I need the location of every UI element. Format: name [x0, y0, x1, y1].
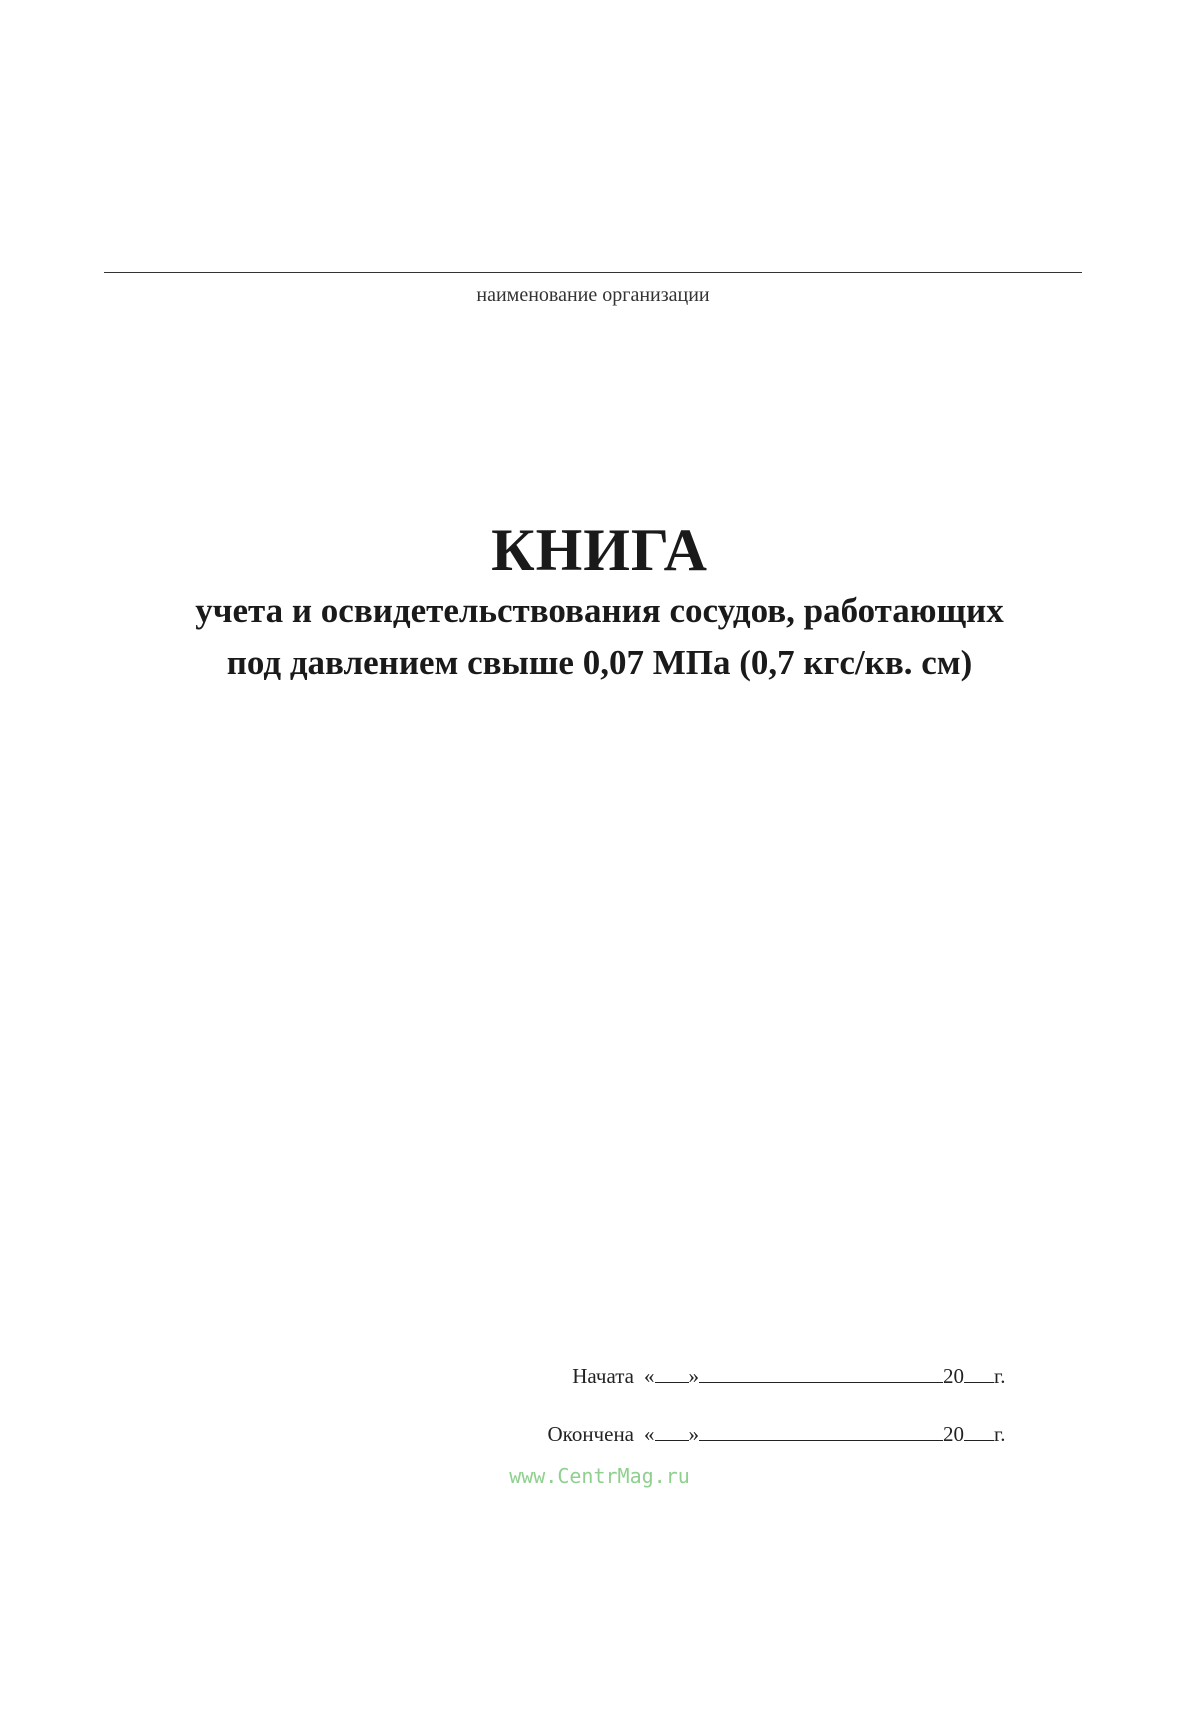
close-quote: » — [688, 1364, 699, 1388]
year-prefix: 20 — [943, 1422, 964, 1446]
organization-name-line — [104, 272, 1082, 273]
day-blank — [655, 1364, 689, 1383]
open-quote: « — [644, 1422, 655, 1446]
ended-label: Окончена — [547, 1422, 634, 1446]
year-suffix: г. — [994, 1422, 1006, 1446]
year-blank — [964, 1422, 994, 1441]
document-title: КНИГА — [491, 517, 708, 583]
month-blank — [699, 1422, 943, 1441]
organization-caption: наименование организации — [476, 284, 710, 306]
day-blank — [655, 1422, 689, 1441]
subtitle-line-1: учета и освидетельствования сосудов, работающих — [195, 591, 1004, 630]
year-suffix: г. — [994, 1364, 1006, 1388]
month-blank — [699, 1364, 943, 1383]
year-prefix: 20 — [943, 1364, 964, 1388]
document-subtitle — [0, 585, 1199, 689]
dates-block — [536, 1364, 1036, 1480]
date-row-started — [536, 1364, 1036, 1422]
open-quote: « — [644, 1364, 655, 1388]
close-quote: » — [688, 1422, 699, 1446]
started-label: Начата — [572, 1364, 634, 1388]
subtitle-line-2: под давлением свыше 0,07 МПа (0,7 кгс/кв. см) — [226, 643, 973, 682]
watermark: www.CentrMag.ru — [509, 1464, 690, 1488]
year-blank — [964, 1364, 994, 1383]
